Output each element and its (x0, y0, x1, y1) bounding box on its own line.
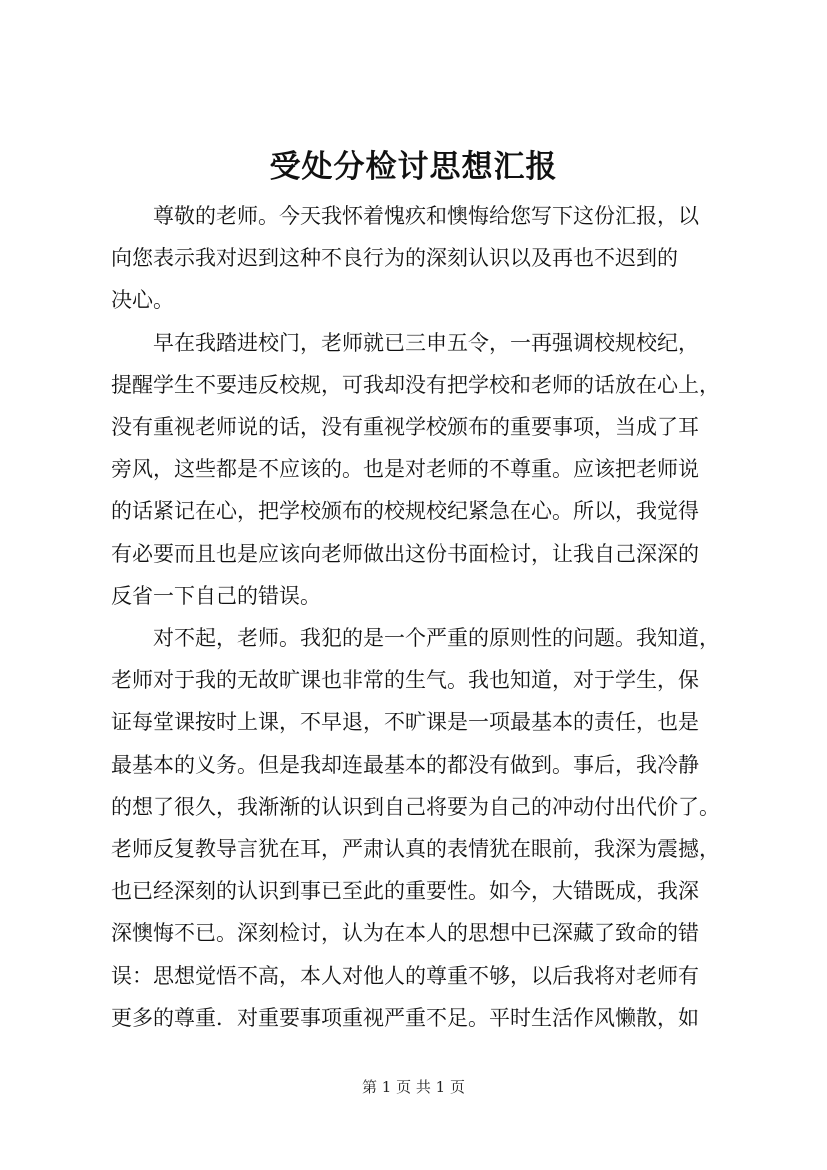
text-line: 向您表示我对迟到这种不良行为的深刻认识以及再也不迟到的 (111, 246, 678, 271)
text-line: 更多的尊重．对重要事项重视严重不足。平时生活作风懒散，如 (111, 1005, 699, 1030)
text-line: 早在我踏进校门，老师就已三申五令，一再强调校规校纪， (153, 330, 699, 355)
text-line: 没有重视老师说的话，没有重视学校颁布的重要事项，当成了耳 (111, 415, 699, 440)
text-line: 提醒学生不要违反校规，可我却没有把学校和老师的话放在心上， (111, 372, 720, 397)
text-line: 证每堂课按时上课，不早退，不旷课是一项最基本的责任，也是 (111, 710, 699, 735)
page-number-footer: 第 1 页 共 1 页 (362, 1078, 465, 1096)
text-line: 老师反复教导言犹在耳，严肃认真的表情犹在眼前，我深为震撼， (111, 837, 720, 862)
paragraph-3 (111, 617, 737, 1039)
text-line: 老师对于我的无故旷课也非常的生气。我也知道，对于学生，保 (111, 668, 699, 693)
text-line: 也已经深刻的认识到事已至此的重要性。如今，大错既成，我深 (111, 879, 699, 904)
document-body (111, 195, 737, 1039)
document-title: 受处分检讨思想汇报 (269, 149, 558, 185)
text-line: 的想了很久，我渐渐的认识到自己将要为自己的冲动付出代价了。 (111, 794, 720, 819)
text-line: 深懊悔不已。深刻检讨，认为在本人的思想中已深藏了致命的错 (111, 921, 699, 946)
text-line: 对不起，老师。我犯的是一个严重的原则性的问题。我知道， (153, 626, 720, 651)
text-line: 反省一下自己的错误。 (111, 583, 321, 608)
text-line: 的话紧记在心，把学校颁布的校规校纪紧急在心。所以，我觉得 (111, 499, 699, 524)
text-line: 最基本的义务。但是我却连最基本的都没有做到。事后，我冷静 (111, 752, 699, 777)
paragraph-1 (111, 195, 737, 322)
text-line: 尊敬的老师。今天我怀着愧疚和懊悔给您写下这份汇报，以 (153, 204, 699, 228)
text-line: 有必要而且也是应该向老师做出这份书面检讨，让我自己深深的 (111, 541, 699, 566)
paragraph-2 (111, 322, 737, 617)
text-line: 旁风，这些都是不应该的。也是对老师的不尊重。应该把老师说 (111, 457, 699, 482)
text-line: 误：思想觉悟不高，本人对他人的尊重不够，以后我将对老师有 (111, 963, 699, 988)
text-line: 决心。 (111, 288, 174, 313)
